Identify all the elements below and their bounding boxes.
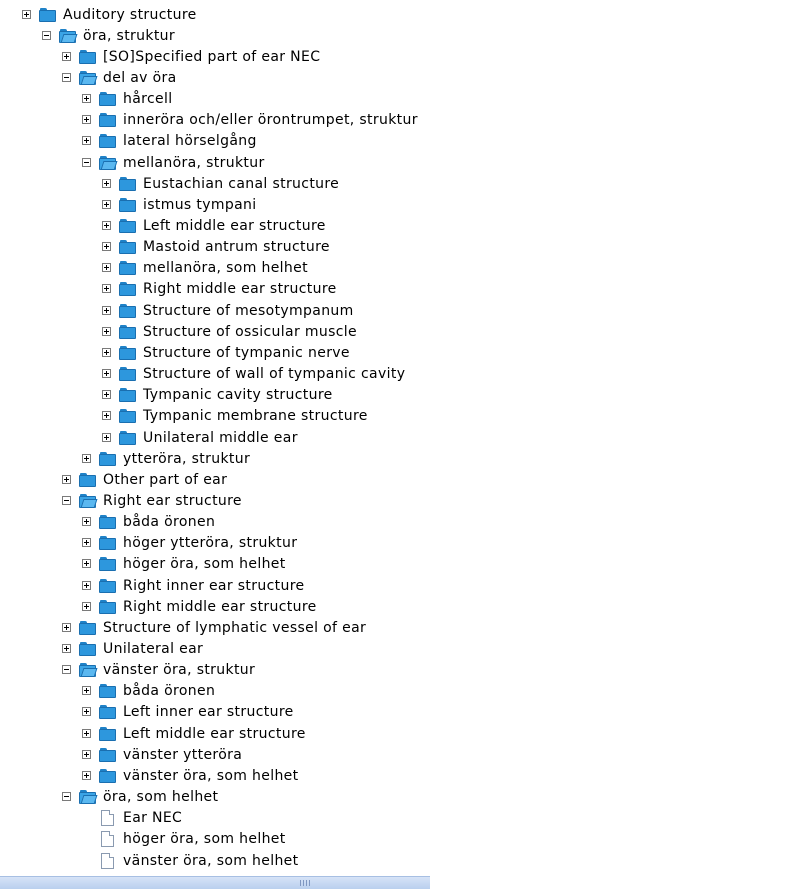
tree-node[interactable] [0, 26, 700, 47]
folder-icon [99, 452, 116, 466]
tree-node-label[interactable]: höger öra, som helhet [123, 556, 286, 573]
folder-icon [119, 409, 136, 423]
document-icon [101, 831, 114, 847]
tree-node-label[interactable]: Structure of mesotympanum [143, 302, 354, 319]
tree-node[interactable] [0, 237, 700, 258]
collapse-icon[interactable] [62, 665, 71, 674]
folder-icon [79, 642, 96, 656]
folder-icon [99, 536, 116, 550]
tree-node[interactable] [0, 406, 700, 427]
tree-node[interactable] [0, 279, 700, 300]
folder-icon [119, 219, 136, 233]
folder-open-icon [59, 29, 76, 43]
folder-icon [99, 515, 116, 529]
folder-icon [119, 325, 136, 339]
tree-node-label[interactable]: Left middle ear structure [143, 218, 326, 234]
collapse-icon[interactable] [62, 496, 71, 505]
expand-icon[interactable] [102, 369, 111, 378]
folder-icon [119, 367, 136, 381]
expand-icon[interactable] [82, 454, 91, 463]
tree-node-label[interactable]: båda öronen [123, 514, 216, 531]
expand-icon[interactable] [102, 411, 111, 420]
tree-node[interactable] [0, 131, 700, 152]
tree-node[interactable] [0, 258, 700, 279]
collapse-icon[interactable] [82, 158, 91, 167]
folder-icon [119, 198, 136, 212]
folder-icon [39, 8, 56, 22]
tree-node[interactable] [0, 491, 700, 512]
tree-node-label[interactable]: vänster ytteröra [123, 746, 243, 763]
tree-node[interactable] [0, 5, 700, 26]
tree-node-label[interactable]: Tympanic membrane structure [143, 408, 368, 425]
document-icon [101, 810, 114, 826]
tree-node-label[interactable]: ytteröra, struktur [123, 450, 251, 467]
tree-node[interactable] [0, 470, 700, 491]
expand-icon[interactable] [102, 348, 111, 357]
expand-icon[interactable] [102, 200, 111, 209]
tree-node[interactable] [0, 110, 700, 131]
tree-node-label[interactable]: vänster öra, struktur [103, 662, 256, 679]
expand-icon[interactable] [62, 623, 71, 632]
tree-node[interactable] [0, 618, 700, 639]
folder-open-icon [99, 156, 116, 170]
tree-node[interactable] [0, 47, 700, 68]
expand-icon[interactable] [82, 602, 91, 611]
tree-node-label[interactable]: Left inner ear structure [123, 704, 294, 721]
expand-icon[interactable] [82, 94, 91, 103]
folder-icon [119, 282, 136, 296]
folder-icon [99, 684, 116, 698]
expand-icon[interactable] [82, 559, 91, 568]
tree-node-label[interactable]: Structure of ossicular muscle [143, 323, 357, 340]
folder-icon [99, 134, 116, 148]
expand-icon[interactable] [82, 581, 91, 590]
tree-node[interactable] [0, 512, 700, 533]
tree-node-label[interactable]: Unilateral ear [103, 641, 204, 657]
expand-icon[interactable] [102, 306, 111, 315]
tree-node-label[interactable]: vänster öra, som helhet [123, 852, 299, 869]
tree-node-label[interactable]: Structure of tympanic nerve [143, 344, 350, 361]
tree-node[interactable] [0, 660, 700, 681]
tree-node-label[interactable]: höger öra, som helhet [123, 831, 286, 848]
tree-node-label[interactable]: lateral hörselgång [123, 133, 257, 150]
tree-node[interactable] [0, 343, 700, 364]
tree-node[interactable] [0, 174, 700, 195]
tree-node-label[interactable]: Ear NEC [123, 810, 183, 827]
tree-node-label[interactable]: mellanöra, struktur [123, 154, 265, 171]
expand-icon[interactable] [82, 686, 91, 695]
expand-icon[interactable] [102, 327, 111, 336]
expand-icon[interactable] [102, 242, 111, 251]
tree-node-label[interactable]: inneröra och/eller örontrumpet, struktur [123, 112, 418, 129]
tree-node-label[interactable]: Other part of ear [103, 471, 228, 488]
tree-node-label[interactable]: Right ear structure [103, 492, 242, 509]
document-icon [101, 853, 114, 869]
expand-icon[interactable] [102, 390, 111, 399]
folder-icon [119, 240, 136, 254]
tree-node[interactable] [0, 554, 700, 575]
folder-open-icon [79, 790, 96, 804]
tree-node[interactable] [0, 153, 700, 174]
tree-node-label[interactable]: hårcell [123, 91, 173, 108]
expand-icon[interactable] [102, 221, 111, 230]
tree-node-label[interactable]: Unilateral middle ear [143, 429, 298, 446]
collapse-icon[interactable] [62, 792, 71, 801]
tree-node[interactable] [0, 787, 700, 808]
folder-icon [99, 557, 116, 571]
tree-node[interactable] [0, 597, 700, 618]
tree-node-label[interactable]: Right middle ear structure [123, 598, 317, 615]
tree-node-label[interactable]: Structure of lymphatic vessel of ear [103, 619, 367, 636]
tree-node-label[interactable]: Right inner ear structure [123, 577, 305, 594]
expand-icon[interactable] [62, 475, 71, 484]
folder-icon [99, 579, 116, 593]
tree-node[interactable] [0, 576, 700, 597]
folder-icon [99, 769, 116, 783]
horizontal-scrollbar[interactable] [0, 876, 430, 889]
tree-node[interactable] [0, 68, 700, 89]
tree-node-label[interactable]: öra, struktur [83, 27, 175, 44]
tree-node-label[interactable]: del av öra [103, 69, 177, 86]
tree-node[interactable] [0, 364, 700, 385]
expand-icon[interactable] [102, 179, 111, 188]
tree-node[interactable] [0, 851, 700, 872]
folder-icon [99, 600, 116, 614]
folder-icon [119, 304, 136, 318]
tree-node[interactable] [0, 428, 700, 449]
folder-open-icon [79, 663, 96, 677]
expand-icon[interactable] [102, 284, 111, 293]
tree-node[interactable] [0, 301, 700, 322]
tree-node-label[interactable]: Right middle ear structure [143, 281, 337, 298]
expand-icon[interactable] [82, 729, 91, 738]
folder-icon [79, 621, 96, 635]
tree-node[interactable] [0, 322, 700, 343]
tree-node-label[interactable]: [SO]Specified part of ear NEC [103, 48, 321, 65]
tree-node-label[interactable]: Structure of wall of tympanic cavity [143, 366, 406, 383]
folder-icon [119, 346, 136, 360]
tree-node-label[interactable]: Eustachian canal structure [143, 175, 340, 192]
folder-icon [99, 748, 116, 762]
tree-node[interactable] [0, 449, 700, 470]
tree-node-label[interactable]: Auditory structure [63, 6, 197, 23]
collapse-icon[interactable] [42, 31, 51, 40]
folder-open-icon [79, 71, 96, 85]
expand-icon[interactable] [82, 771, 91, 780]
tree-node[interactable] [0, 216, 700, 237]
expand-icon[interactable] [82, 750, 91, 759]
tree-node[interactable] [0, 89, 700, 110]
folder-icon [99, 92, 116, 106]
scrollbar-grip-icon[interactable] [300, 880, 310, 886]
folder-icon [99, 705, 116, 719]
folder-icon [99, 113, 116, 127]
folder-icon [119, 431, 136, 445]
expand-icon[interactable] [22, 10, 31, 19]
expand-icon[interactable] [102, 263, 111, 272]
tree-node-label[interactable]: mellanöra, som helhet [143, 260, 308, 277]
tree-node-label[interactable]: istmus tympani [143, 196, 257, 213]
tree-node[interactable] [0, 639, 700, 660]
expand-icon[interactable] [82, 136, 91, 145]
tree-node-label[interactable]: vänster öra, som helhet [123, 767, 299, 784]
tree-node[interactable] [0, 195, 700, 216]
tree-node[interactable] [0, 533, 700, 554]
expand-icon[interactable] [102, 433, 111, 442]
tree-node[interactable] [0, 745, 700, 766]
expand-icon[interactable] [82, 707, 91, 716]
tree-node-label[interactable]: båda öronen [123, 683, 216, 700]
tree-node[interactable] [0, 385, 700, 406]
tree-node[interactable] [0, 829, 700, 850]
collapse-icon[interactable] [62, 73, 71, 82]
expand-icon[interactable] [62, 644, 71, 653]
tree-node[interactable] [0, 724, 700, 745]
folder-icon [79, 473, 96, 487]
tree-node[interactable] [0, 808, 700, 829]
folder-icon [99, 727, 116, 741]
tree-node-label[interactable]: öra, som helhet [103, 789, 219, 806]
tree-node[interactable] [0, 766, 700, 787]
expand-icon[interactable] [82, 115, 91, 124]
tree-node-label[interactable]: Tympanic cavity structure [143, 387, 333, 404]
expand-icon[interactable] [82, 538, 91, 547]
tree-node[interactable] [0, 702, 700, 723]
folder-icon [119, 261, 136, 275]
folder-icon [119, 177, 136, 191]
tree-node-label[interactable]: höger ytteröra, struktur [123, 535, 298, 552]
expand-icon[interactable] [62, 52, 71, 61]
folder-open-icon [79, 494, 96, 508]
folder-icon [79, 50, 96, 64]
tree-node-label[interactable]: Left middle ear structure [123, 725, 306, 742]
tree-node[interactable] [0, 681, 700, 702]
tree-node-label[interactable]: Mastoid antrum structure [143, 239, 330, 256]
expand-icon[interactable] [82, 517, 91, 526]
folder-icon [119, 388, 136, 402]
